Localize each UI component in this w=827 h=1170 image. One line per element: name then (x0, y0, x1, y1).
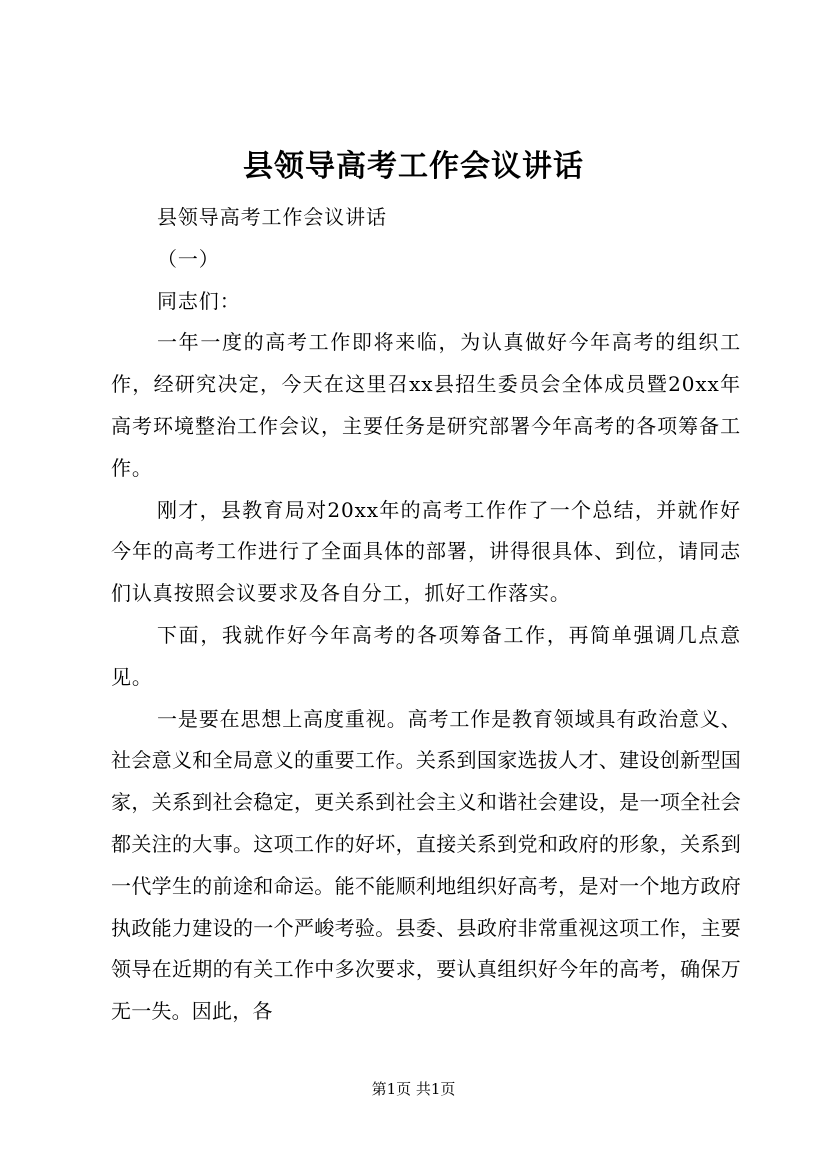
paragraph-opening: 一年一度的高考工作即将来临，为认真做好今年高考的组织工作，经研究决定，今天在这里召xx县招生委员会全体成员暨20xx年高考环境整治工作会议，主要任务是研究部署今年高考的各项筹备工作。 (111, 330, 741, 480)
paragraph-transition: 下面，我就作好今年高考的各项筹备工作，再简单强调几点意见。 (111, 622, 741, 689)
paragraph-section-number: （一） (157, 246, 220, 271)
page-footer: 第1页 共1页 (371, 1080, 456, 1098)
paragraph-salutation: 同志们： (157, 288, 241, 313)
document-title: 县领导高考工作会议讲话 (243, 149, 584, 184)
paragraph-subtitle: 县领导高考工作会议讲话 (157, 205, 387, 229)
paragraph-summary: 刚才，县教育局对20xx年的高考工作作了一个总结，并就作好今年的高考工作进行了全面具体的部署，讲得很具体、到位，请同志们认真按照会议要求及各自分工，抓好工作落实。 (111, 497, 741, 606)
document-body (111, 197, 741, 1033)
paragraph-point-one: 一是要在思想上高度重视。高考工作是教育领域具有政治意义、社会意义和全局意义的重要工作。关系到国家选拔人才、建设创新型国家，关系到社会稳定，更关系到社会主义和谐社会建设，是一项全社会都关注的大事。这项工作的好坏，直接关系到党和政府的形象，关系到一代学生的前途和命运。能不能顺利地组织好高考，是对一个地方政府执政能力建设的一个严峻考验。县委、县政府非常重视这项工作，主要领导在近期的有关工作中多次要求，要认真组织好今年的高考，确保万无一失。因此，各 (111, 706, 741, 1024)
